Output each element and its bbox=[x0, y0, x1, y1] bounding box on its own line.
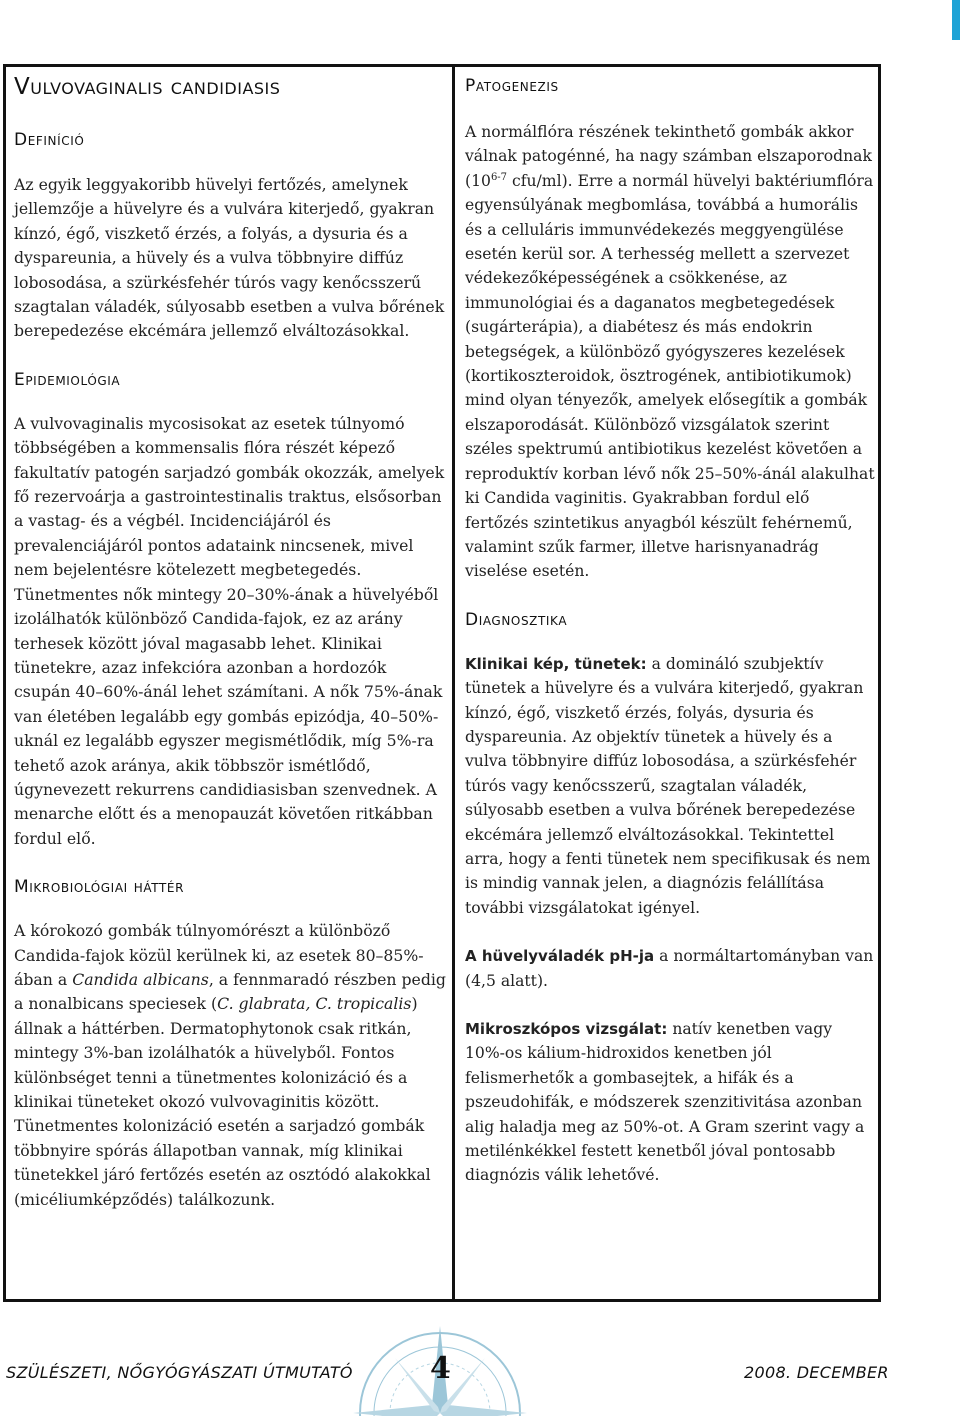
page-number: 4 bbox=[430, 1351, 451, 1386]
heading-mikrobiologia: Mikrobiológiai háttér bbox=[14, 877, 185, 898]
mikroszkopos-text: natív kenetben vagy 10%-os kálium-hidroxidos kenetben jól felismerhetők a gombasejtek, a hifák és a pszeudohifák, e módszerek szenzitivitása azonban alig haladja meg az 50%-ot. A Gram szerint vagy a metilénkékkel festett kenetből jóval pontosabb diagnózis válik lehetővé. bbox=[465, 1020, 865, 1185]
exponent: 6-7 bbox=[490, 171, 508, 183]
heading-epidemiologia: Epidemiológia bbox=[14, 369, 121, 390]
species-nonalbicans: C. glabrata, C. tropicalis bbox=[217, 994, 412, 1014]
document-title: Vulvovaginalis candidiasis bbox=[14, 74, 281, 100]
label-klinikai-kep: Klinikai kép, tünetek: bbox=[465, 654, 647, 673]
mikrobiologia-text bbox=[14, 919, 446, 1212]
mikrobiologia-text-part-2: , a fennmaradó részben pedig a nonalbicans speciesek ( bbox=[14, 969, 446, 1014]
mikrobiologia-text-part-3: ) állnak a háttérben. Dermatophytonok csak ritkán, mintegy 3%-ban izolálhatók a hüvelyből. Fontos különbséget tenni a tünetmentes kolonizáció és a klinikai tüneteket okozó vulvovaginitis között. Tünetmentes kolonizáció esetén a sarjadzó gombák többnyire spórás állapotban vannak, míg klinikai tünetekkel járó fertőzés esetén az osztódó alakokkal (micéliumképződés) találkozunk. bbox=[14, 994, 431, 1209]
footer-date: 2008. DECEMBER bbox=[744, 1363, 889, 1382]
right-column bbox=[465, 64, 875, 1188]
left-column bbox=[14, 64, 446, 1212]
label-ph: A hüvelyváladék pH-ja bbox=[465, 947, 655, 966]
patogenezis-text-part-2: cfu/ml). Erre a normál hüvelyi baktériumflóra egyensúlyának megbomlása, továbbá a humorális és a celluláris immunvédekezés meggyengülése esetén kerül sor. A terhesség mellett a szervezet védekezőképességének a csökkenése, az immunológiai és a daganatos megbetegedések (sugárterápia), a diabétesz és más endokrin betegségek, a különböző gyógyszeres kezelések (kortikoszteroidok, ösztrogének, antibiotikumok) mind olyan tényezők, amelyek elősegítik a gombák elszaporodását. Különböző vizsgálatok szerint széles spektrumú antibiotikus kezelést követően a reproduktív korban lévő nők 25–50%-ánál alakulhat ki Candida vaginitis. Gyakrabban fordul elő fertőzés szintetikus anyagból készült fehérnemű, valamint szűk farmer, illetve harisnyanadrág viselése esetén. bbox=[465, 171, 875, 581]
species-candida-albicans: Candida albicans bbox=[72, 969, 209, 989]
label-mikroszkopos: Mikroszkópos vizsgálat: bbox=[465, 1020, 668, 1038]
footer-publication: SZÜLÉSZETI, NŐGYÓGYÁSZATI ÚTMUTATÓ bbox=[6, 1363, 353, 1382]
page-footer bbox=[0, 1351, 960, 1395]
definicio-text: Az egyik leggyakoribb hüvelyi fertőzés, amelynek jellemzője a hüvelyre és a vulvára kiterjedő, gyakran kínzó, égő, viszkető érzés, a folyás, a dysuria és a dyspareunia, a hüvely és a vulva többnyire diffúz lobosodása, a szürkésfehér túrós vagy kenőcsszerű szagtalan váladék, súlyosabb esetben a vulva bőrének berepedezése ekcémára jellemző elváltozásokkal. bbox=[14, 175, 445, 341]
patogenezis-text bbox=[465, 120, 875, 584]
patogenezis-text-part-1: A normálflóra részének tekinthető gombák akkor válnak patogénné, ha nagy számban elszaporodnak (10 bbox=[465, 123, 872, 190]
ph-text: a normáltartományban van (4,5 alatt). bbox=[465, 947, 874, 990]
heading-patogenezis: Patogenezis bbox=[465, 76, 559, 96]
heading-definicio: Definíció bbox=[14, 130, 85, 150]
epidemiologia-text: A vulvovaginalis mycosisokat az esetek túlnyomó többségében a kommensalis flóra részét képező fakultatív patogén sarjadzó gombák okozzák, amelyek fő rezervoárja a gastrointestinalis traktus, elsősorban a vastag- és a végbél. Incidenciájáról és prevalenciájáról pontos adataink nincsenek, mivel nem bejelentésre kötelezett megbetegedés. Tünetmentes nők mintegy 20–30%-ának a hüvelyéből izolálhatók különböző Candida-fajok, ez az arány terhesek között jóval magasabb lehet. Klinikai tünetekre, azaz infekcióra azonban a hordozók csupán 40–60%-ánál lehet számítani. A nők 75%-ának van életében legalább egy gombás epizódja, 40–50%-uknál ez legalább egyszer megismétlődik, míg 5%-ra tehető azok aránya, akik többször ismétlődő, úgynevezett rekurrens candidiasisban szenvednek. A menarche előtt és a menopauzát követően ritkábban fordul elő. bbox=[14, 413, 445, 848]
column-divider bbox=[452, 64, 455, 1302]
corner-accent-tab bbox=[952, 0, 960, 40]
diagnosztika-mikroszkopos bbox=[465, 1017, 875, 1188]
diagnosztika-klinikai bbox=[465, 652, 875, 920]
klinikai-text: a domináló szubjektív tünetek a hüvelyre és a vulvára kiterjedő, gyakran kínzó, égő, viszkető érzés, folyás, dysuria és dyspareunia. Az objektív tünetek a hüvely és a vulva többnyire diffúz lobosodása, a szürkésfehér túrós vagy kenőcsszerű, szagtalan váladék, súlyosabb esetben a vulva bőrének berepedezése ekcémára jellemző elváltozásokkal. Tekintettel arra, hogy a fenti tünetek nem specifikusak és nem is mindig vannak jelen, a diagnózis felállítása további vizsgálatokat igényel. bbox=[465, 654, 871, 917]
heading-diagnosztika: Diagnosztika bbox=[465, 609, 568, 630]
mikrobiologia-text-part-1: A kórokozó gombák túlnyomórészt a különböző Candida-fajok közül kerülnek ki, az esetek 80–85%-ában a bbox=[14, 921, 424, 989]
diagnosztika-ph bbox=[465, 944, 875, 993]
